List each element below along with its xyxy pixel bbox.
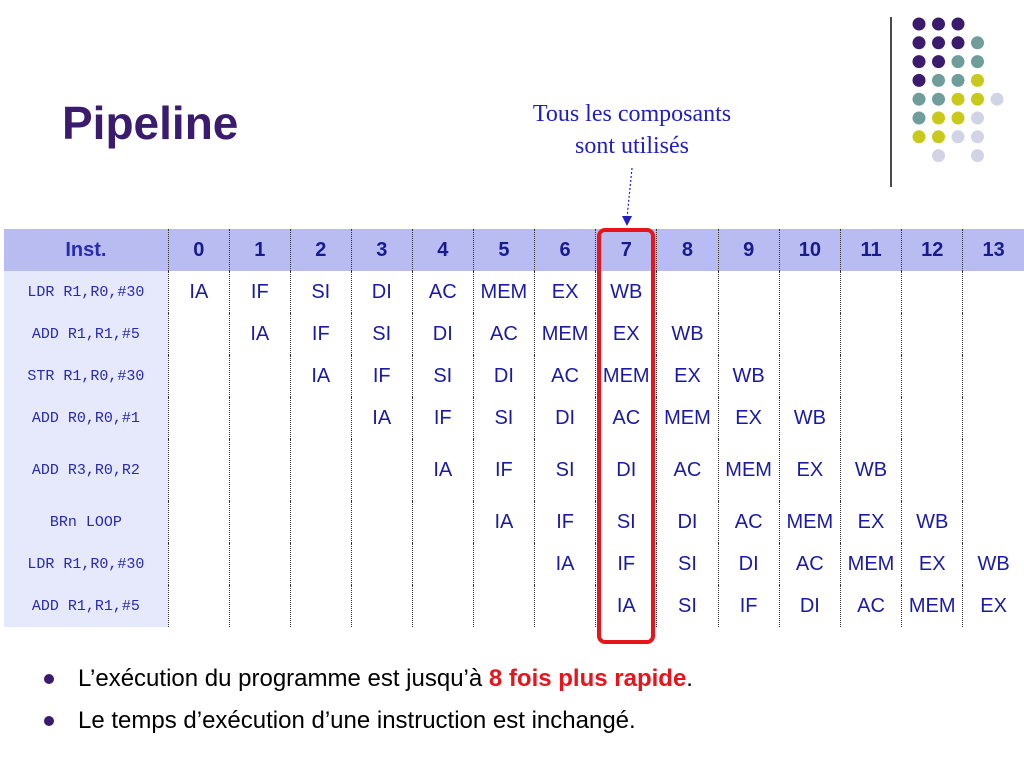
table-row	[4, 439, 1024, 501]
stage-cell: IA	[473, 501, 534, 543]
stage-cell	[351, 543, 412, 585]
stage-cell: DI	[534, 397, 595, 439]
stage-cell: EX	[596, 313, 657, 355]
stage-cell: WB	[963, 543, 1024, 585]
bullet-icon	[44, 716, 54, 726]
bullet-item	[40, 700, 693, 742]
slide-title: Pipeline	[62, 97, 239, 149]
instruction-cell: ADD R3,R0,R2	[4, 439, 168, 501]
stage-cell	[779, 355, 840, 397]
stage-cell: DI	[779, 585, 840, 627]
stage-cell: SI	[657, 543, 718, 585]
stage-cell: SI	[351, 313, 412, 355]
stage-cell: IF	[412, 397, 473, 439]
stage-cell: EX	[840, 501, 901, 543]
stage-cell	[168, 439, 229, 501]
stage-cell	[473, 543, 534, 585]
stage-cell: IA	[290, 355, 351, 397]
stage-cell: WB	[657, 313, 718, 355]
stage-cell	[963, 355, 1024, 397]
stage-cell: DI	[718, 543, 779, 585]
stage-cell	[168, 313, 229, 355]
stage-cell	[473, 585, 534, 627]
stage-cell: MEM	[840, 543, 901, 585]
stage-cell: SI	[473, 397, 534, 439]
stage-cell	[229, 543, 290, 585]
instruction-cell: LDR R1,R0,#30	[4, 543, 168, 585]
header-cycle: 11	[840, 229, 901, 271]
stage-cell	[351, 439, 412, 501]
stage-cell: IA	[351, 397, 412, 439]
header-cycle: 5	[473, 229, 534, 271]
stage-cell	[657, 271, 718, 313]
table-row	[4, 313, 1024, 355]
stage-cell: AC	[596, 397, 657, 439]
stage-cell: AC	[718, 501, 779, 543]
bullet-emphasis: 8 fois plus rapide	[488, 665, 687, 692]
stage-cell: IA	[534, 543, 595, 585]
stage-cell	[902, 313, 963, 355]
stage-cell: IF	[473, 439, 534, 501]
stage-cell: WB	[840, 439, 901, 501]
stage-cell	[902, 397, 963, 439]
stage-cell: IF	[718, 585, 779, 627]
stage-cell	[840, 397, 901, 439]
stage-cell: SI	[412, 355, 473, 397]
header-cycle: 13	[963, 229, 1024, 271]
header-cycle: 7	[596, 229, 657, 271]
stage-cell: DI	[596, 439, 657, 501]
stage-cell	[963, 271, 1024, 313]
stage-cell: IF	[534, 501, 595, 543]
table-header-row	[4, 229, 1024, 271]
table-row	[4, 501, 1024, 543]
stage-cell	[412, 501, 473, 543]
stage-cell	[351, 585, 412, 627]
instruction-cell: ADD R0,R0,#1	[4, 397, 168, 439]
header-cycle: 4	[412, 229, 473, 271]
stage-cell: AC	[779, 543, 840, 585]
stage-cell	[718, 271, 779, 313]
stage-cell: WB	[779, 397, 840, 439]
stage-cell: SI	[657, 585, 718, 627]
stage-cell	[168, 585, 229, 627]
stage-cell: DI	[351, 271, 412, 313]
stage-cell	[229, 355, 290, 397]
stage-cell: EX	[963, 585, 1024, 627]
stage-cell	[229, 585, 290, 627]
stage-cell: AC	[534, 355, 595, 397]
stage-cell	[229, 439, 290, 501]
stage-cell: EX	[534, 271, 595, 313]
header-cycle: 8	[657, 229, 718, 271]
bullet-text: Le temps d’exécution d’une instruction est inchangé.	[78, 707, 636, 734]
stage-cell	[779, 271, 840, 313]
stage-cell: MEM	[779, 501, 840, 543]
stage-cell	[902, 355, 963, 397]
instruction-cell: ADD R1,R1,#5	[4, 313, 168, 355]
header-cycle: 12	[902, 229, 963, 271]
stage-cell: AC	[473, 313, 534, 355]
stage-cell: WB	[718, 355, 779, 397]
stage-cell: AC	[412, 271, 473, 313]
instruction-cell: STR R1,R0,#30	[4, 355, 168, 397]
stage-cell	[168, 397, 229, 439]
stage-cell	[902, 439, 963, 501]
stage-cell: IF	[351, 355, 412, 397]
header-cycle: 6	[534, 229, 595, 271]
callout-line-2: sont utilisés	[574, 133, 689, 159]
bullet-item	[40, 658, 693, 700]
bullet-icon	[44, 674, 54, 684]
stage-cell: IF	[290, 313, 351, 355]
stage-cell	[290, 397, 351, 439]
stage-cell: MEM	[902, 585, 963, 627]
stage-cell	[963, 313, 1024, 355]
stage-cell	[290, 439, 351, 501]
stage-cell: IA	[229, 313, 290, 355]
stage-cell: EX	[779, 439, 840, 501]
stage-cell	[840, 313, 901, 355]
stage-cell: DI	[412, 313, 473, 355]
header-inst: Inst.	[4, 229, 168, 271]
stage-cell	[963, 501, 1024, 543]
header-cycle: 3	[351, 229, 412, 271]
stage-cell: WB	[902, 501, 963, 543]
stage-cell	[840, 271, 901, 313]
stage-cell	[963, 397, 1024, 439]
stage-cell: AC	[657, 439, 718, 501]
stage-cell: EX	[902, 543, 963, 585]
table-row	[4, 585, 1024, 627]
stage-cell	[534, 585, 595, 627]
table-row	[4, 355, 1024, 397]
callout-arrow-icon	[0, 0, 1024, 240]
bullet-text: L’exécution du programme est jusqu’à	[78, 665, 489, 692]
header-cycle: 1	[229, 229, 290, 271]
cycle-highlight-box	[597, 228, 655, 644]
stage-cell	[902, 271, 963, 313]
stage-cell	[168, 543, 229, 585]
table-row	[4, 543, 1024, 585]
stage-cell: EX	[718, 397, 779, 439]
instruction-cell: LDR R1,R0,#30	[4, 271, 168, 313]
instruction-cell: BRn LOOP	[4, 501, 168, 543]
stage-cell	[351, 501, 412, 543]
stage-cell	[963, 439, 1024, 501]
stage-cell	[229, 397, 290, 439]
stage-cell: AC	[840, 585, 901, 627]
stage-cell: MEM	[596, 355, 657, 397]
callout-line-1: Tous les composants	[532, 101, 732, 127]
stage-cell: DI	[657, 501, 718, 543]
stage-cell	[840, 355, 901, 397]
bullet-text-end: .	[686, 665, 693, 692]
stage-cell	[412, 543, 473, 585]
stage-cell: SI	[596, 501, 657, 543]
stage-cell: IA	[412, 439, 473, 501]
table-row	[4, 271, 1024, 313]
stage-cell	[290, 501, 351, 543]
stage-cell: IF	[229, 271, 290, 313]
stage-cell: SI	[290, 271, 351, 313]
stage-cell: DI	[473, 355, 534, 397]
stage-cell: IA	[596, 585, 657, 627]
stage-cell: IA	[168, 271, 229, 313]
stage-cell	[718, 313, 779, 355]
stage-cell	[290, 585, 351, 627]
stage-cell: IF	[596, 543, 657, 585]
header-cycle: 9	[718, 229, 779, 271]
stage-cell	[168, 355, 229, 397]
stage-cell	[168, 501, 229, 543]
pipeline-table	[4, 229, 1024, 627]
stage-cell: MEM	[534, 313, 595, 355]
stage-cell	[412, 585, 473, 627]
stage-cell: SI	[534, 439, 595, 501]
header-cycle: 0	[168, 229, 229, 271]
stage-cell	[779, 313, 840, 355]
instruction-cell: ADD R1,R1,#5	[4, 585, 168, 627]
header-cycle: 10	[779, 229, 840, 271]
stage-cell	[229, 501, 290, 543]
stage-cell: MEM	[473, 271, 534, 313]
header-cycle: 2	[290, 229, 351, 271]
bullet-list	[40, 658, 693, 742]
stage-cell	[290, 543, 351, 585]
stage-cell: EX	[657, 355, 718, 397]
stage-cell: WB	[596, 271, 657, 313]
stage-cell: MEM	[657, 397, 718, 439]
table-row	[4, 397, 1024, 439]
stage-cell: MEM	[718, 439, 779, 501]
